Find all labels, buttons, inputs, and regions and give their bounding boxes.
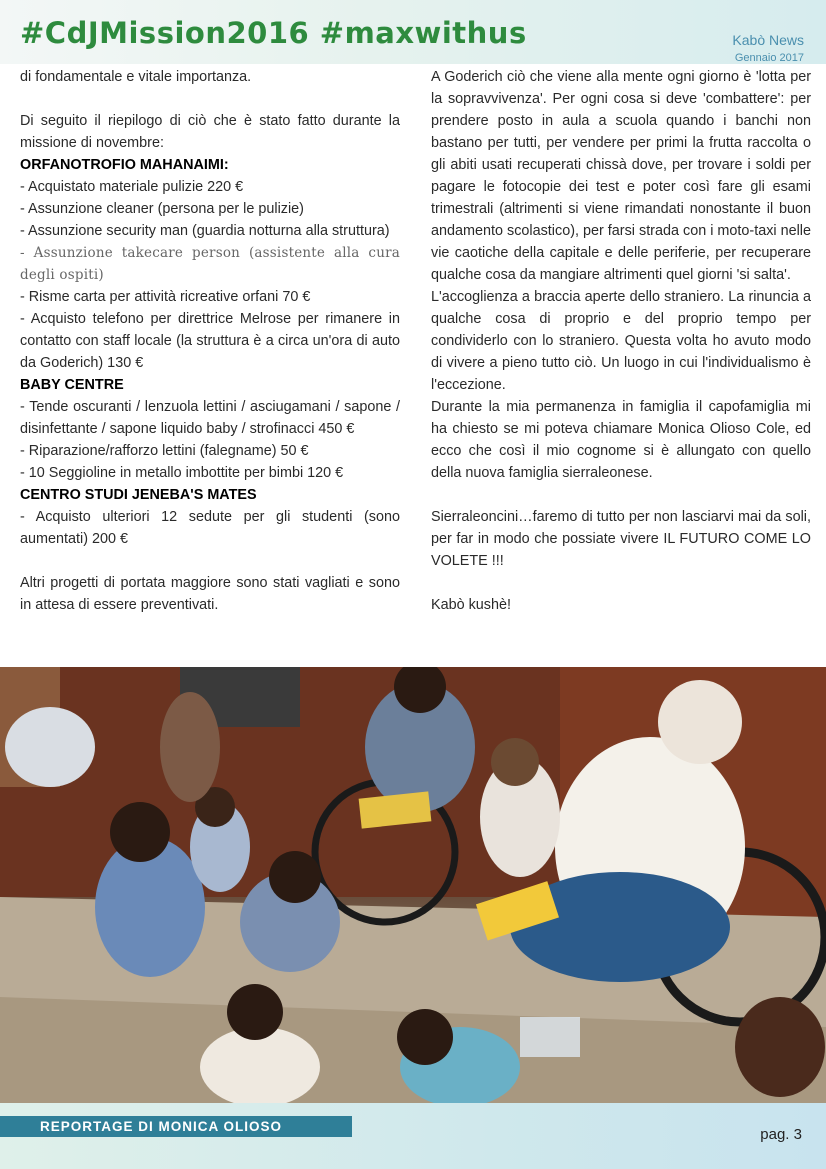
list-item: - Risme carta per attività ricreative orfani 70 €	[20, 289, 311, 305]
section-title-orphanage: ORFANOTROFIO MAHANAIMI:	[20, 157, 229, 173]
right-column	[431, 66, 811, 616]
intro-tail: di fondamentale e vitale importanza.	[20, 69, 252, 85]
summary-intro: Di seguito il riepilogo di ciò che è stato fatto durante la missione di novembre:	[20, 113, 400, 151]
list-item: - Acquistato materiale pulizie 220 €	[20, 179, 244, 195]
closing-paragraph: Altri progetti di portata maggiore sono stati vagliati e sono in attesa di essere preventivati.	[20, 575, 400, 613]
brand-name: Kabò News	[732, 32, 804, 48]
paragraph-survival: A Goderich ciò che viene alla mente ogni giorno è 'lotta per la sopravvivenza'. Per ogni cosa si deve 'combattere': per prendere posto in aula a scuola quando i banchi non bastano per tutti, per vendere per primi la frutta raccolta o gli abiti usati recuperati chissà dove, per trovare i soldi per pagare le fotocopie dei test e poter così fare gli esami trimestrali (altrimenti si viene rimandati nonostante il buon andamento scolastico), per farsi strada con i moto-taxi nelle vie caotiche della capitale e delle periferie, per recuperare qualche cosa da mangiare altrimenti quel giorni 'si salta'.	[431, 69, 811, 283]
mission-photo	[0, 667, 826, 1103]
page-number: pag. 3	[760, 1126, 802, 1143]
list-item: - Acquisto telefono per direttrice Melrose per rimanere in contatto con staff locale (la struttura è a circa un'ora di auto da Goderich) 130 €	[20, 311, 400, 371]
paragraph-family: Durante la mia permanenza in famiglia il capofamiglia mi ha chiesto se mi poteva chiamare Monica Olioso Cole, ed ecco che così il mio cognome si è allungato con quello della nuova famiglia sierraleonese.	[431, 399, 811, 481]
page-headline: #CdJMission2016 #maxwithus	[20, 16, 527, 50]
left-column	[20, 66, 400, 616]
list-item: - Assunzione security man (guardia notturna alla struttura)	[20, 223, 390, 239]
reportage-byline: REPORTAGE DI MONICA OLIOSO	[0, 1116, 352, 1137]
section-title-study-centre: CENTRO STUDI JENEBA'S MATES	[20, 487, 257, 503]
issue-date: Gennaio 2017	[734, 52, 804, 64]
list-item: - 10 Seggioline in metallo imbottite per bimbi 120 €	[20, 465, 344, 481]
paragraph-farewell: Kabò kushè!	[431, 597, 512, 613]
list-item: - Acquisto ulteriori 12 sedute per gli studenti (sono aumentati) 200 €	[20, 509, 400, 547]
paragraph-future: Sierraleoncini…faremo di tutto per non lasciarvi mai da soli, per far in modo che possiate vivere IL FUTURO COME LO VOLETE !!!	[431, 509, 811, 569]
paragraph-welcome: L'accoglienza a braccia aperte dello straniero. La rinuncia a qualche cosa di proprio e del proprio tempo per condividerlo con lo straniero. Questa volta ho avuto modo di vivere a pieno tutto ciò. Un luogo in cui l'individualismo è l'eccezione.	[431, 289, 811, 393]
list-item: - Assunzione takecare person (assistente alla cura degli ospiti)	[20, 245, 400, 283]
newsletter-brand	[732, 33, 804, 64]
list-item: - Tende oscuranti / lenzuola lettini / asciugamani / sapone / disinfettante / sapone liquido baby / strofinacci 450 €	[20, 399, 400, 437]
section-title-baby-centre: BABY CENTRE	[20, 377, 124, 393]
photo-illustration	[0, 667, 826, 1103]
list-item: - Riparazione/rafforzo lettini (falegname) 50 €	[20, 443, 309, 459]
list-item: - Assunzione cleaner (persona per le pulizie)	[20, 201, 304, 217]
